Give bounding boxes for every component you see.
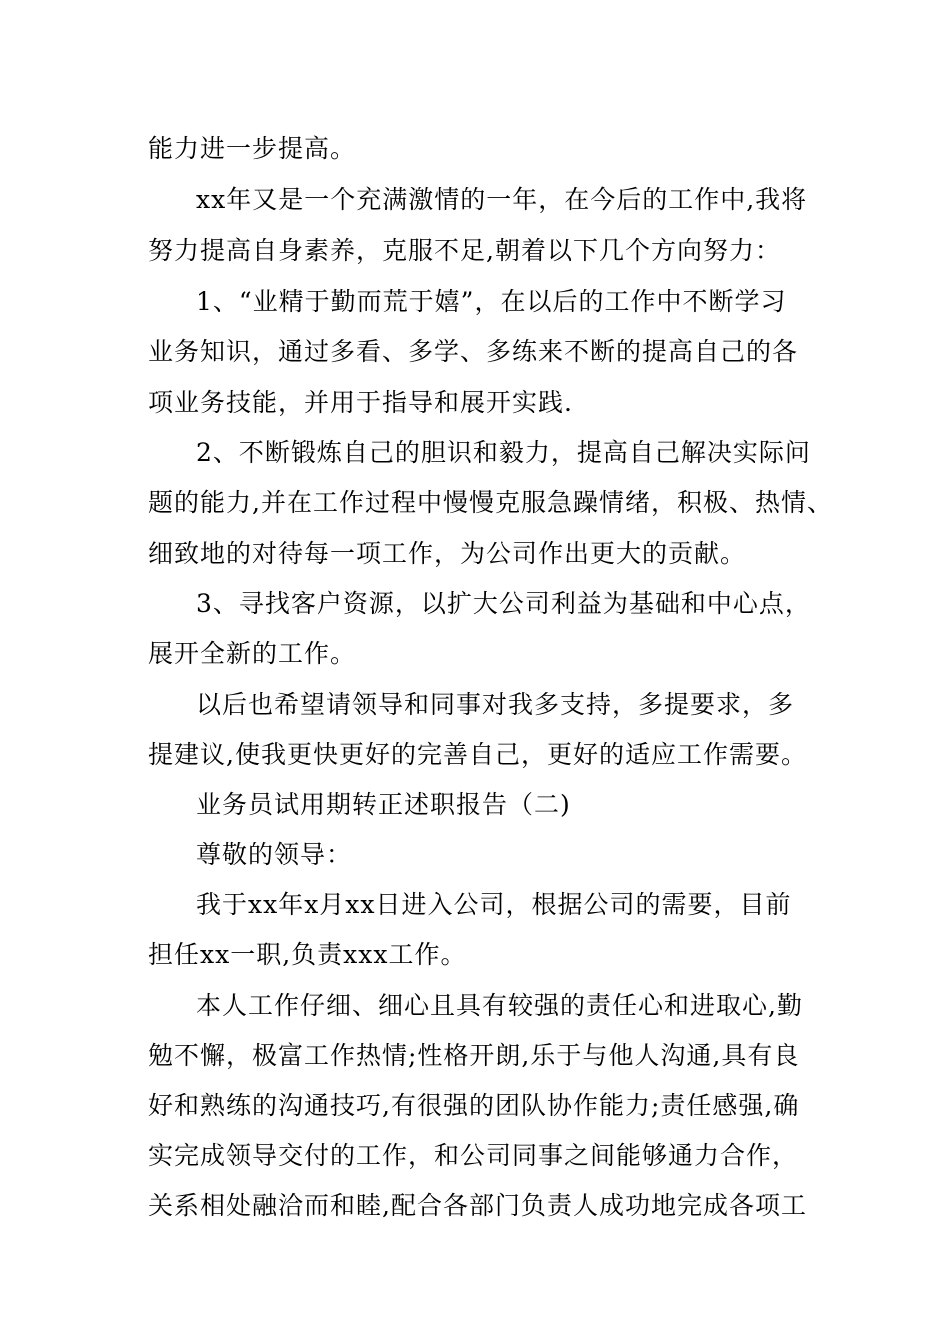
section-heading: 业务员试用期转正述职报告（二) [196, 790, 571, 819]
list-item-2-line: 2、不断锻炼自己的胆识和毅力，提高自己解决实际问 [196, 438, 811, 467]
list-item-1-line: 1、“业精于勤而荒于嬉”，在以后的工作中不断学习 [196, 287, 787, 316]
text-line: 努力提高自身素养，克服不足,朝着以下几个方向努力： [148, 236, 781, 265]
text-line: 实完成领导交付的工作，和公司同事之间能够通力合作， [148, 1141, 799, 1170]
text-line: 业务知识，通过多看、多学、多练来不断的提高自己的各 [148, 337, 799, 366]
text-line: 提建议,使我更快更好的完善自己，更好的适应工作需要。 [148, 740, 807, 769]
salutation: 尊敬的领导： [196, 840, 353, 869]
paragraph-line: 本人工作仔细、细心且具有较强的责任心和进取心,勤 [196, 991, 803, 1020]
list-item-3-line: 3、寻找客户资源，以扩大公司利益为基础和中心点， [196, 589, 811, 618]
paragraph-line: 我于xx年x月xx日进入公司，根据公司的需要，目前 [196, 890, 792, 919]
text-line: 细致地的对待每一项工作，为公司作出更大的贡献。 [148, 539, 747, 568]
text-line: 题的能力,并在工作过程中慢慢克服急躁情绪，积极、热情、 [148, 488, 833, 517]
text-line: 展开全新的工作。 [148, 639, 357, 668]
paragraph-line: xx年又是一个充满激情的一年，在今后的工作中,我将 [196, 185, 808, 214]
text-line: 关系相处融洽而和睦,配合各部门负责人成功地完成各项工 [148, 1191, 807, 1220]
text-line: 好和熟练的沟通技巧,有很强的团队协作能力;责任感强,确 [148, 1091, 800, 1120]
paragraph-line: 以后也希望请领导和同事对我多支持，多提要求，多 [196, 690, 795, 719]
text-line: 担任xx一职,负责xxx工作。 [148, 940, 467, 969]
text-line: 勉不懈，极富工作热情;性格开朗,乐于与他人沟通,具有良 [148, 1041, 800, 1070]
text-line: 能力进一步提高。 [148, 134, 357, 163]
text-line: 项业务技能，并用于指导和展开实践. [148, 388, 573, 417]
